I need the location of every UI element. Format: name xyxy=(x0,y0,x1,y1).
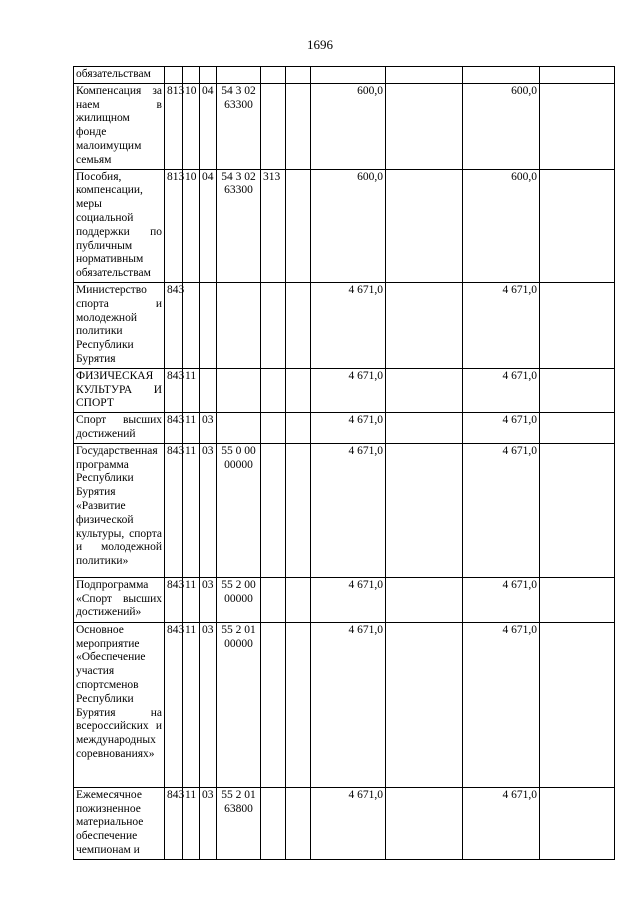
row-amount-2: 4 671,0 xyxy=(463,787,540,859)
row-gr: 843 xyxy=(165,282,183,368)
row-gr: 813 xyxy=(165,169,183,282)
row-rz: 11 xyxy=(183,443,200,577)
row-name: Компенсация за наем в жилищном фонде малоимущим семьям xyxy=(74,83,165,169)
row-gr: 813 xyxy=(165,83,183,169)
row-gr: 843 xyxy=(165,443,183,577)
table-row xyxy=(74,368,615,412)
row-pr xyxy=(200,282,217,368)
table-row xyxy=(74,413,615,444)
row-empty xyxy=(540,282,615,368)
row-amount-2: 4 671,0 xyxy=(463,413,540,444)
row-pr: 03 xyxy=(200,413,217,444)
table-row xyxy=(74,83,615,169)
row-csr xyxy=(217,282,261,368)
row-csr: 55 2 01 00000 xyxy=(217,622,261,787)
row-empty xyxy=(540,83,615,169)
row-empty xyxy=(540,577,615,622)
row-rz: 11 xyxy=(183,577,200,622)
row-empty xyxy=(286,443,311,577)
row-rz xyxy=(183,67,200,84)
row-empty xyxy=(540,169,615,282)
row-name: Государственная программа Республики Бурятия «Развитие физической культуры, спорта и молодежной политики» xyxy=(74,443,165,577)
row-name: Основное мероприятие «Обеспечение участия спортсменов Республики Бурятия на всероссийских и международных соревнованиях» xyxy=(74,622,165,787)
row-amount-1: 4 671,0 xyxy=(311,413,386,444)
row-vr xyxy=(261,787,286,859)
row-empty xyxy=(286,282,311,368)
row-gr: 843 xyxy=(165,622,183,787)
row-amount-1: 4 671,0 xyxy=(311,368,386,412)
row-empty xyxy=(386,83,463,169)
row-amount-2: 4 671,0 xyxy=(463,577,540,622)
row-name: Спорт высших достижений xyxy=(74,413,165,444)
row-empty xyxy=(386,282,463,368)
row-name: Пособия, компенсации, меры социальной поддержки по публичным нормативным обязательствам xyxy=(74,169,165,282)
row-name: Министерство спорта и молодежной политики Республики Бурятия xyxy=(74,282,165,368)
table-row xyxy=(74,577,615,622)
row-empty xyxy=(540,443,615,577)
row-empty xyxy=(286,83,311,169)
row-amount-1: 600,0 xyxy=(311,169,386,282)
row-empty xyxy=(286,622,311,787)
row-vr xyxy=(261,83,286,169)
row-pr: 04 xyxy=(200,169,217,282)
table-row xyxy=(74,622,615,787)
row-gr xyxy=(165,67,183,84)
table-row xyxy=(74,169,615,282)
row-pr: 03 xyxy=(200,577,217,622)
row-csr xyxy=(217,67,261,84)
row-name: ФИЗИЧЕСКАЯ КУЛЬТУРА И СПОРТ xyxy=(74,368,165,412)
row-gr: 843 xyxy=(165,787,183,859)
row-amount-2: 4 671,0 xyxy=(463,282,540,368)
row-rz xyxy=(183,282,200,368)
row-empty xyxy=(540,413,615,444)
row-amount-2: 600,0 xyxy=(463,169,540,282)
row-pr xyxy=(200,67,217,84)
table-row xyxy=(74,282,615,368)
row-pr: 03 xyxy=(200,622,217,787)
row-vr xyxy=(261,368,286,412)
row-empty xyxy=(540,622,615,787)
row-empty xyxy=(386,577,463,622)
row-name: Подпрограмма «Спорт высших достижений» xyxy=(74,577,165,622)
row-amount-1 xyxy=(311,67,386,84)
row-empty xyxy=(286,413,311,444)
row-pr: 03 xyxy=(200,787,217,859)
row-gr: 843 xyxy=(165,368,183,412)
page-number: 1696 xyxy=(307,37,333,52)
row-csr xyxy=(217,368,261,412)
row-empty xyxy=(540,368,615,412)
row-vr xyxy=(261,67,286,84)
budget-table xyxy=(73,66,615,860)
row-empty xyxy=(286,169,311,282)
row-empty xyxy=(386,169,463,282)
row-gr: 843 xyxy=(165,577,183,622)
row-vr: 313 xyxy=(261,169,286,282)
row-rz: 10 xyxy=(183,169,200,282)
table-row xyxy=(74,67,615,84)
row-csr: 55 2 00 00000 xyxy=(217,577,261,622)
row-csr: 54 3 02 63300 xyxy=(217,169,261,282)
row-empty xyxy=(386,413,463,444)
row-rz: 11 xyxy=(183,413,200,444)
row-pr xyxy=(200,368,217,412)
row-empty xyxy=(286,368,311,412)
row-amount-2 xyxy=(463,67,540,84)
row-gr: 843 xyxy=(165,413,183,444)
row-amount-2: 600,0 xyxy=(463,83,540,169)
row-vr xyxy=(261,282,286,368)
row-amount-2: 4 671,0 xyxy=(463,443,540,577)
row-empty xyxy=(386,368,463,412)
row-empty xyxy=(540,787,615,859)
row-empty xyxy=(386,622,463,787)
row-amount-2: 4 671,0 xyxy=(463,368,540,412)
row-amount-1: 4 671,0 xyxy=(311,787,386,859)
row-vr xyxy=(261,577,286,622)
row-empty xyxy=(286,67,311,84)
row-rz: 11 xyxy=(183,622,200,787)
row-amount-1: 4 671,0 xyxy=(311,577,386,622)
row-amount-1: 4 671,0 xyxy=(311,622,386,787)
row-rz: 10 xyxy=(183,83,200,169)
row-csr: 55 0 00 00000 xyxy=(217,443,261,577)
row-vr xyxy=(261,443,286,577)
row-pr: 04 xyxy=(200,83,217,169)
row-empty xyxy=(386,67,463,84)
row-amount-1: 4 671,0 xyxy=(311,282,386,368)
row-empty xyxy=(540,67,615,84)
row-empty xyxy=(286,577,311,622)
row-pr: 03 xyxy=(200,443,217,577)
row-csr xyxy=(217,413,261,444)
row-empty xyxy=(386,787,463,859)
row-empty xyxy=(286,787,311,859)
row-amount-1: 600,0 xyxy=(311,83,386,169)
row-vr xyxy=(261,413,286,444)
row-csr: 54 3 02 63300 xyxy=(217,83,261,169)
row-rz: 11 xyxy=(183,368,200,412)
row-name: Ежемесячное пожизненное материальное обеспечение чемпионам и xyxy=(74,787,165,859)
table-row xyxy=(74,787,615,859)
row-vr xyxy=(261,622,286,787)
row-amount-1: 4 671,0 xyxy=(311,443,386,577)
row-empty xyxy=(386,443,463,577)
row-rz: 11 xyxy=(183,787,200,859)
table-row xyxy=(74,443,615,577)
row-csr: 55 2 01 63800 xyxy=(217,787,261,859)
row-amount-2: 4 671,0 xyxy=(463,622,540,787)
row-name: обязательствам xyxy=(74,67,165,84)
